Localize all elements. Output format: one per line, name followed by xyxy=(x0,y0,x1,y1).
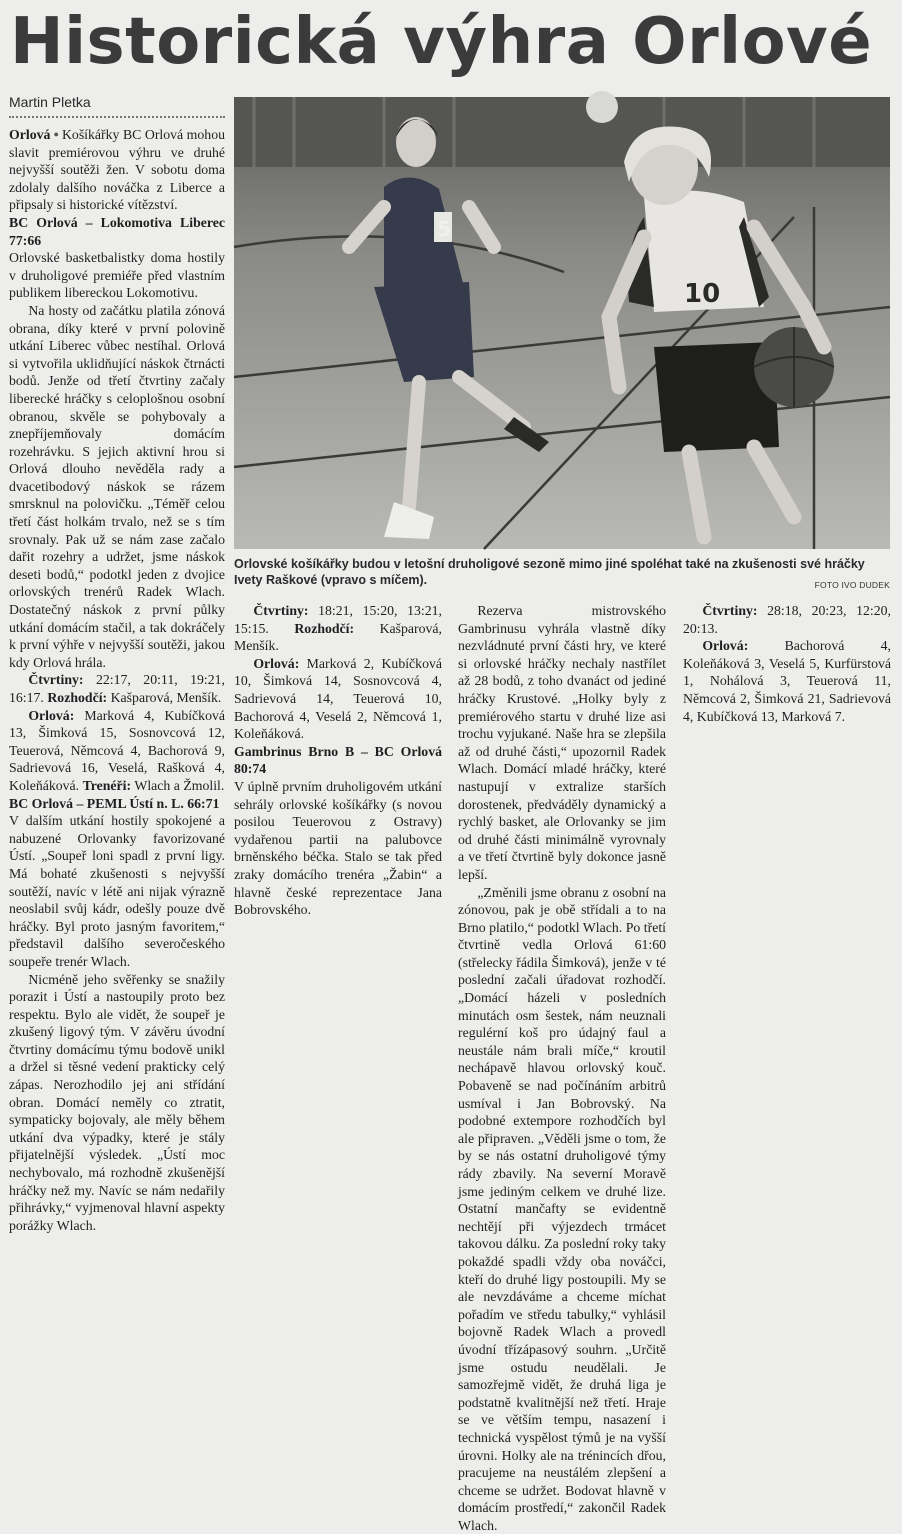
bullet-icon: ● xyxy=(50,129,62,139)
game2-heading: BC Orlová – PEML Ústí n. L. 66:71 xyxy=(9,795,225,813)
quarters-label: Čtvrtiny: xyxy=(253,603,308,618)
article-column-2 xyxy=(234,602,442,1188)
game3-lineup xyxy=(683,637,891,725)
referees-value: Kašparová, Menšík. xyxy=(234,621,442,654)
game2-paragraph: Nicméně jeho svěřenky se snažily porazit i Ústí a nastoupily proto bez respektu. Bylo ale vidět, že soupeř je zkušený ligový tým. V závěru úvodní čtvrtiny domácímu týmu bodově unikl a držel si těsné vedení prakticky celý zápas. Nerozhodilo jej ani střídání obran. Domácí neměly co ztratit, sympaticky bojovaly, ale měly během utkání dva výpadky, které je stály přijatelnější výsledek. „Ústí moc nechybovalo, má rozhodně zkušenější hráčky než my. Navíc se nám nedařily přihrávky,“ vyjmenoval hlavní aspekty porážky Wlach. xyxy=(9,971,225,1235)
quarters-label: Čtvrtiny: xyxy=(28,672,83,687)
game2-lineup xyxy=(234,655,442,743)
game1-heading: BC Orlová – Lokomotiva Liberec 77:66 xyxy=(9,214,225,249)
photo-caption: Orlovské košíkářky budou v letošní druholigové sezoně mimo jiné spoléhat také na zkušenosti své hráčky Ivety Raškové (vpravo s míčem). xyxy=(234,556,890,588)
lineup-label: Orlová: xyxy=(28,708,74,723)
game3-paragraph: V úplně prvním druholigovém utkání sehrály orlovské košíkářky (s novou posilou Teuerovou z Ostravy) vydařenou partii na palubovce brněnského béčka. Stalo se tak před zraky domácího trenéra „Žabin“ a hlavně české reprezentace Jana Bobrovského. xyxy=(234,778,442,919)
game1-quarters xyxy=(9,671,225,706)
article-column-4 xyxy=(683,602,891,1188)
game1-paragraph: Orlovské basketbalistky doma hostily v druholigové premiéře před vlastním publikem libereckou Lokomotivu. xyxy=(9,249,225,302)
game3-quarters xyxy=(683,602,891,637)
coaches-value: Wlach a Žmolil. xyxy=(134,778,224,793)
referees-value: Kašparová, Menšík. xyxy=(111,690,222,705)
headline: Historická výhra Orlové xyxy=(10,4,900,80)
game3-heading: Gambrinus Brno B – BC Orlová 80:74 xyxy=(234,743,442,778)
quarters-value: 28:18, 20:23, 12:20, 20:13. xyxy=(683,603,891,636)
coaches-label: Trenéři: xyxy=(83,778,132,793)
basketball-players-photo-icon xyxy=(234,97,890,549)
article-photo xyxy=(234,97,890,549)
game3-paragraph: „Změnili jsme obranu z osobní na zónovou, pak je obě střídali a to na Brno platilo,“ podotkl Wlach. Po třetí čtvrtině vedla Orlová 61:60 (střelecky řádila Šimková), jenže v té poslední začali úřadovat rozhodčí. „Domácí házeli v posledních minutách osm šestek, nám neuznali regulérní koš pro údajný faul a neustále nám brali míče,“ kroutil nechápavě hlavou orlovský kouč. Pobaveně se nad počínáním arbitrů usmíval i Jan Bobrovský. Na podobné extempore rozhodčích byl ale připraven. „Věděli jsme o tom, že by se nás ostatní druholigové týmy rády zbavily. Na severní Moravě jsme jediným celkem ve druhé lize. Ostatní mančafty se evidentně nechtějí při výjezdech trmácet takovou dálku. Za poslední roky taky pokaždé spadli vždy oba nováčci, kteří do druhé ligy postoupili. My se ale nevzdáváme a chceme míchat pořadím ve středu tabulky,“ vyhlásil bojovně Radek Wlach a provedl úvodní třízápasový souhrn. „Určitě jsme ostudu neudělali. Je samozřejmě vidět, že druhá liga je podstatně kvalitnější než třetí. Hraje se ve větším tempu, nasazení i technická vyspělost týmů je na vyšší úrovni. Holky ale na trénincích dřou, pracujeme na neustálém zlepšení a chceme se udržet. Bodovat hlavně v domácím prostředí,“ zakončil Radek Wlach. xyxy=(458,884,666,1534)
lineup-label: Orlová: xyxy=(702,638,748,653)
game1-paragraph: Na hosty od začátku platila zónová obrana, díky které v první polovině utkání Liberec vůbec nestíhal. Orlová si vytvořila uklidňující náskok čtrnácti bodů. Jenže od třetí čtvrtiny začaly liberecké hráčky s celoplošnou osobní obranou, skvěle se pohybovaly a znepříjemňovaly domácím rozehrávku. S jejich aktivní hrou si Orlová dlouho nevěděla rady a dvacetibodový náskok se rázem smrsknul na polovičku. „Téměř celou třetí část holkám trvalo, než se s tím srovnaly. Pak už se nám zase začalo dařit rozehry a udržet, jsme náskok deseti bodů,“ podotkl jeden z dvojice orlovských trenérů Radek Wlach. Dostatečný náskok z první půlky utkání domácím stačil, a tak dokráčely k první výhře v nejvyšší soutěži, jakou kdy Orlová hrála. xyxy=(9,302,225,671)
lineup-value: Marková 4, Kubíčková 13, Šimková 15, Sosnovcová 12, Teuerová, Němcová 4, Bachorová 9, Sadrievová 16, Veselá, Rašková 4, Koleňáková. xyxy=(9,708,225,793)
article-column-3 xyxy=(458,602,666,1188)
game2-paragraph: V dalším utkání hostily spokojené a nabuzené Orlovanky favorizované Ústí. „Soupeř loni spadl z první ligy. Má bohaté zkušenosti s nejvyšší soutěží, navíc v létě ani nijak výrazně neoslabil svůj kádr, odešly pouze dvě hráčky. Byl proto jasným favoritem,“ představil dalšího severočeského soupeře trenér Wlach. xyxy=(9,812,225,970)
referees-label: Rozhodčí: xyxy=(294,621,354,636)
article-column-1 xyxy=(9,126,225,1188)
lineup-value: Bachorová 4, Koleňáková 3, Veselá 5, Kurfürstová 1, Nohálová 3, Teuerová 11, Němcová 2, Šimková 21, Sadrievová 4, Kubíčková 13, Marková 7. xyxy=(683,638,891,723)
quarters-label: Čtvrtiny: xyxy=(702,603,757,618)
quarters-value: 18:21, 15:20, 13:21, 15:15. xyxy=(234,603,442,636)
quarters-value: 22:17, 20:11, 19:21, 16:17. xyxy=(9,672,225,705)
lineup-value: Marková 2, Kubíčková 10, Šimková 14, Sosnovcová 4, Sadrievová 14, Teuerová 10, Bachorová 4, Veselá 2, Němcová 1, Koleňáková. xyxy=(234,656,442,741)
author-byline: Martin Pletka xyxy=(9,92,225,118)
lead-paragraph xyxy=(9,126,225,214)
photo-credit: FOTO IVO DUDEK xyxy=(815,579,890,591)
lineup-label: Orlová: xyxy=(253,656,299,671)
jersey-right-number: 10 xyxy=(684,279,720,309)
game3-paragraph: Rezerva mistrovského Gambrinusu vyhrála vlastně díky nezvládnuté první části hry, ve které si orlovské hráčky nechaly nastřílet až 28 bodů, z toho dvanáct od jediné hráčky Krustové. „Holky byly z premiérového startu v druhé lize asi trochu vyjukané. Naše hra se zlepšila až od druhé části,“ upozornil Radek Wlach. Domácí mladé hráčky, které nastupují v extralize starších dorostenek, předváděly dynamický a rychlý basket, ale Orlovanky se jim od druhé části minimálně vyrovnaly a ve třetí čtvrtině byly dokonce jasně lepší. xyxy=(458,602,666,884)
referees-label: Rozhodčí: xyxy=(47,690,107,705)
dateline: Orlová xyxy=(9,127,50,142)
game2-quarters xyxy=(234,602,442,655)
lead-text: Košíkářky BC Orlová mohou slavit premiérovou výhru ve druhé nejvyšší soutěži žen. V sobotu doma zdolaly dalšího nováčka z Liberce a připsaly si historické vítězství. xyxy=(9,127,225,212)
game1-lineup xyxy=(9,707,225,795)
jersey-left-number: 5 xyxy=(437,217,451,241)
